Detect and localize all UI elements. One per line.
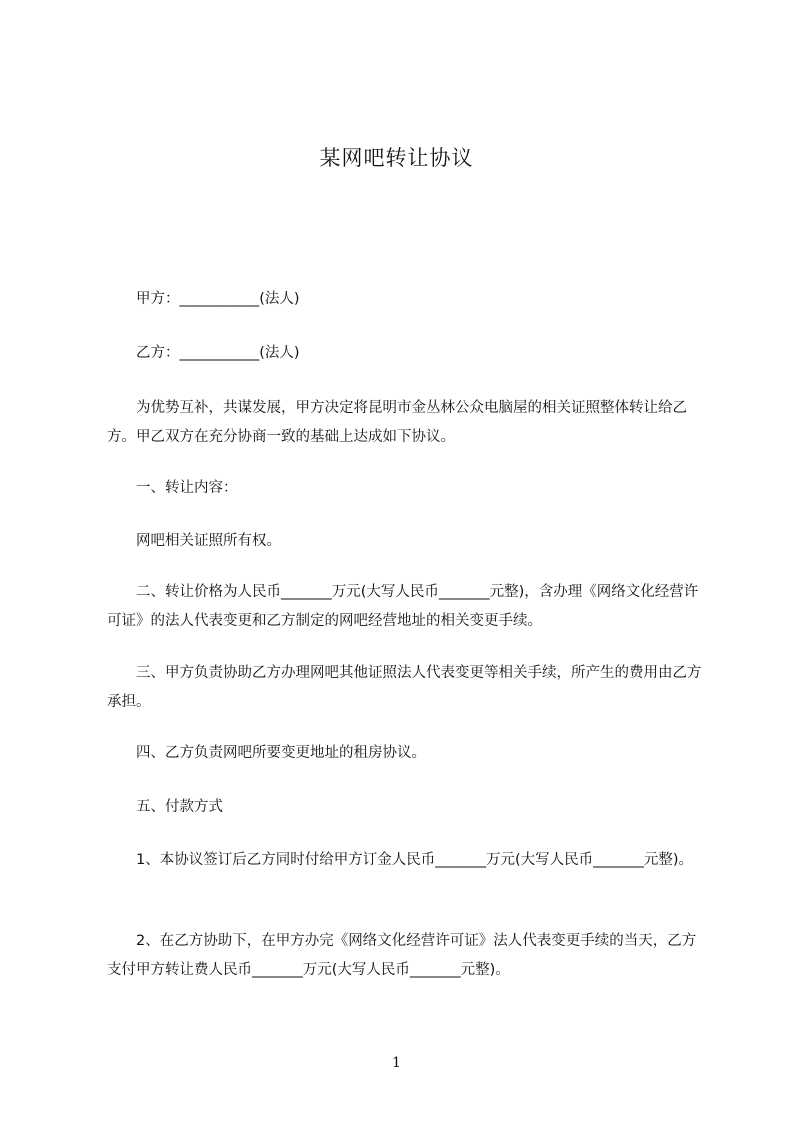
section-5-heading: 五、付款方式 bbox=[136, 799, 223, 815]
party-b-line: 乙方：___________(法人) bbox=[136, 345, 300, 361]
section-2-paragraph: 二、转让价格为人民币_______万元(大写人民币_______元整)，含办理《网络文化经营许可证》的法人代表变更和乙方制定的网吧经营地址的相关变更手续。 bbox=[107, 584, 699, 629]
party-a-line: 甲方：___________(法人) bbox=[136, 291, 300, 307]
payment-item-2: 2、在乙方协助下，在甲方办完《网络文化经营许可证》法人代表变更手续的当天，乙方支付甲方转让费人民币_______万元(大写人民币_______元整)。 bbox=[107, 933, 697, 978]
page-number: 1 bbox=[392, 1055, 401, 1071]
section-1-heading: 一、转让内容： bbox=[136, 480, 238, 496]
payment-item-1: 1、本协议签订后乙方同时付给甲方订金人民币_______万元(大写人民币_______元整)。 bbox=[136, 852, 694, 868]
document-title: 某网吧转让协议 bbox=[319, 146, 474, 170]
section-4-paragraph: 四、乙方负责网吧所要变更地址的租房协议。 bbox=[136, 745, 426, 761]
section-3-paragraph: 三、甲方负责协助乙方办理网吧其他证照法人代表变更等相关手续，所产生的费用由乙方承担。 bbox=[107, 665, 702, 710]
intro-paragraph: 为优势互补，共谋发展，甲方决定将昆明市金丛林公众电脑屋的相关证照整体转让给乙方。甲乙双方在充分协商一致的基础上达成如下协议。 bbox=[107, 400, 687, 445]
section-1-body: 网吧相关证照所有权。 bbox=[136, 533, 281, 549]
